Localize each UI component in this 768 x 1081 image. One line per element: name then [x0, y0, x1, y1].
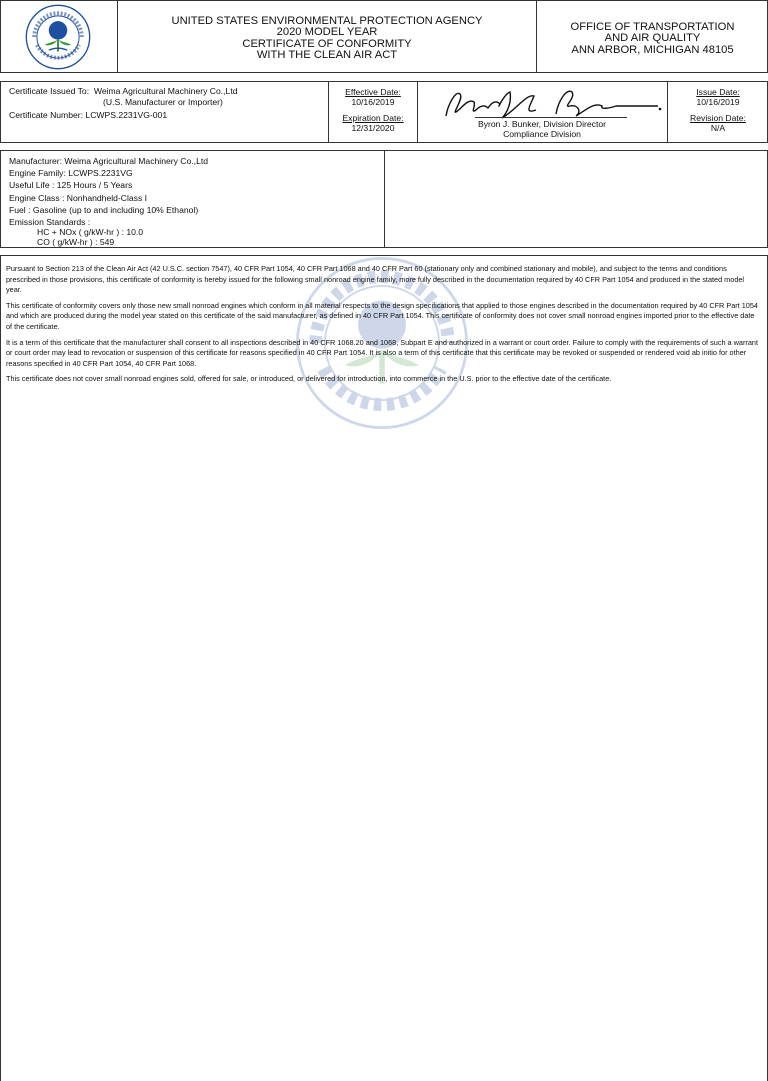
certificate-info-row: [0, 81, 768, 143]
signature-line: [475, 117, 627, 118]
page-title: [118, 16, 536, 62]
column-divider: [384, 151, 385, 247]
office-line: AND AIR QUALITY: [604, 32, 701, 45]
certificate-number-value: LCWPS.2231VG-001: [85, 110, 168, 120]
expiration-date-label: Expiration Date:: [342, 113, 404, 123]
emission-standards-header: Emission Standards :: [9, 217, 91, 228]
issue-date-label: Issue Date:: [696, 87, 740, 97]
issued-to-value: Weima Agricultural Machinery Co.,Ltd: [93, 86, 238, 96]
office-address: [537, 22, 768, 56]
useful-life-line: Useful Life : 125 Hours / 5 Years: [9, 180, 133, 191]
issued-to-label: Certificate Issued To:: [9, 86, 90, 96]
revision-date-block: [668, 113, 768, 134]
hc-nox-standard: HC + NOx ( g/kW-hr ) : 10.0: [37, 227, 144, 238]
fuel-line: Fuel : Gasoline (up to and including 10% Ethanol): [9, 204, 199, 215]
terms-paragraph: It is a term of this certificate that the manufacturer shall consent to all inspections described in 40 CFR 1068.20 and 1068, Subpart E and authorized in a warrant or court order. Failure to comply with the requirements of such a warrant or court order may lead to revocation or suspension of this certificate for reasons specified in 40 CFR Part 1054. It is also a term of this certificate that this certificate may be revoked or suspended or rendered void ab initio for other reasons specified in 40 CFR Part 1054, 40 CFR Part 1068.: [6, 337, 758, 368]
certificate-number-label: Certificate Number:: [9, 110, 84, 120]
engine-family-line: Engine Family: LCWPS.2231VG: [9, 168, 133, 179]
expiration-date-value: 12/31/2020: [351, 123, 395, 134]
terms-paragraph: Pursuant to Section 213 of the Clean Air Act (42 U.S.C. section 7547), 40 CFR Part 1054, 40 CFR Part 1068 and 40 CFR Part 60 (stationary only and combined stationary and mobile), and subject to the terms and conditions prescribed in those provisions, this certificate of conformity is hereby issued for the following small nonroad engine family, more fully described in the documentation required by 40 CFR Part 1054 and produced in the stated model year.: [6, 264, 745, 295]
signature-icon: [426, 84, 666, 124]
office-line: ANN ARBOR, MICHIGAN 48105: [571, 43, 734, 56]
revision-date-value: N/A: [710, 123, 726, 134]
manufacturer-line: Manufacturer: Weima Agricultural Machinery Co.,Ltd: [9, 156, 209, 166]
co-standard: CO ( g/kW-hr ) : 549: [37, 236, 115, 247]
document-title: CERTIFICATE OF CONFORMITY: [242, 37, 412, 50]
epa-seal-icon: [25, 4, 91, 70]
issued-to-note: (U.S. Manufacturer or Importer): [103, 96, 223, 107]
office-line: OFFICE OF TRANSPORTATION: [570, 21, 735, 33]
certificate-header: [0, 0, 768, 73]
effective-date-value: 10/16/2019: [351, 97, 395, 108]
certificate-number: [9, 110, 167, 120]
expiration-date-block: [329, 113, 417, 134]
issue-date-value: 10/16/2019: [696, 97, 740, 108]
effective-date-label: Effective Date:: [345, 87, 401, 97]
engine-details: [9, 155, 208, 247]
terms-paragraph: This certificate of conformity covers only those new small nonroad engines which conform in all material respects to the design specifications that applied to those engines described in the documentation required by 40 CFR Part 1054 and which are produced during the model year stated on this certificate of the said manufacturer, as defined in 40 CFR Part 1054. This certificate of conformity does not cover small nonroad engines imported prior to the effective date of the certificate.: [6, 300, 758, 331]
manufacturer-block: [0, 150, 768, 248]
issued-to-block: [9, 86, 237, 107]
terms-paragraph: This certificate does not cover small nonroad engines sold, offered for sale, or introduced, or delivered for introduction, into commerce in the U.S. prior to the effective date of the certificate.: [6, 374, 612, 384]
engine-class-line: Engine Class : Nonhandheld-Class I: [9, 192, 148, 203]
signer-block: [417, 119, 667, 140]
document-subtitle: WITH THE CLEAN AIR ACT: [256, 49, 398, 62]
model-year: 2020 MODEL YEAR: [276, 26, 378, 39]
certificate-body: [0, 255, 768, 1081]
agency-name: UNITED STATES ENVIRONMENTAL PROTECTION AGENCY: [171, 15, 483, 27]
certificate-terms: [6, 264, 758, 390]
issue-date-block: [668, 87, 768, 108]
signer-division: Compliance Division: [503, 129, 581, 140]
effective-date-block: [329, 87, 417, 108]
revision-date-label: Revision Date:: [690, 113, 746, 123]
signer-name: Byron J. Bunker, Division Director: [478, 119, 606, 129]
